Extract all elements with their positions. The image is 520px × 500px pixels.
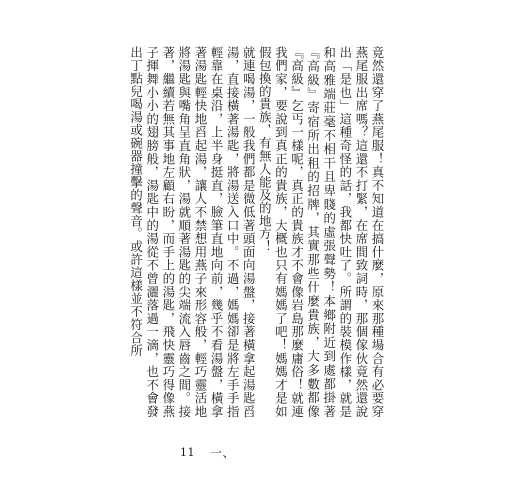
page-number: 11	[180, 446, 195, 459]
section-mark: 一、	[210, 446, 236, 460]
paragraph-1: 竟然還穿了燕尾服！真不知道在搞什麼，原來那種場合有必要穿燕尾服出席嗎？這還不打緊，在席間致詞時，那個傢伙竟然還說出「是也」這種奇怪的話，我都快吐了。所謂的裝模作樣，就是和高雅端莊毫不相干且卑賤的虛張聲勢！本鄉附近到處都掛著『高級』寄宿所出租的招牌，其實那些什麼貴族，大多數都像『高級』乞丐一樣呢，真正的貴族才不會像岩島那麼庸俗！就連我們家，要說到真正的貴族，大概也只有媽媽了吧！媽媽才是如假包換的貴族，有無人能及的地方！	[257, 46, 385, 418]
vertical-text-block	[128, 46, 389, 418]
paragraph-2: 就連喝湯，一般我們都是微低著頭面向湯盤，接著橫拿起湯匙舀湯，直接橫著湯匙，將湯送入口中。不過，媽媽卻是將左手手指輕靠在桌沿，上半身挺直，臉筆直地向前，幾乎不看湯盤，橫拿著湯匙輕快地舀起湯，讓人不禁想用燕子來形容般，輕巧靈活地將湯匙與嘴角呈直角狀，湯就順著湯匙的尖端流入唇齒之間。接著，繼續若無其事地左顧右盼，而手上的湯匙，飛快靈巧得像燕子揮舞小小的翅膀般，湯匙中的湯從不曾灑落過一滴，也不會發出丁點兒喝湯或碗器撞擊的聲音。或許這樣並不符合所	[128, 46, 257, 418]
